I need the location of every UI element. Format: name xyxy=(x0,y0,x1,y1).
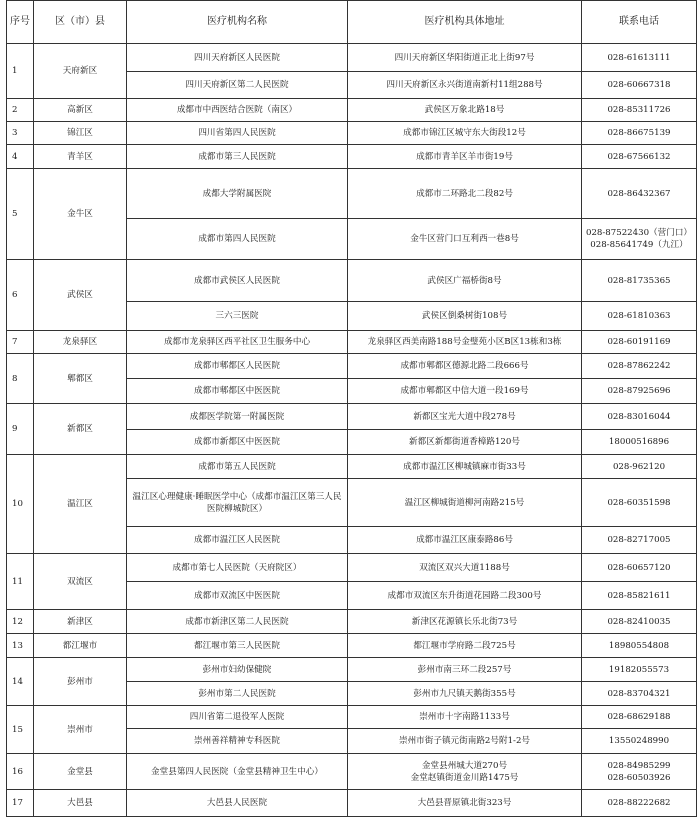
header-phone: 联系电话 xyxy=(582,1,697,44)
header-no: 序号 xyxy=(7,1,34,44)
phone-number: 028-87522430（营门口） xyxy=(585,228,693,238)
district-cell: 崇州市 xyxy=(34,706,127,754)
phone-cell xyxy=(582,219,697,260)
phone-number: 028-86432367 xyxy=(607,188,671,199)
row-number: 14 xyxy=(7,658,34,706)
institution-name-cell: 彭州市第二人民医院 xyxy=(127,682,348,706)
address-cell: 双流区双兴大道1188号 xyxy=(348,554,582,582)
row-number: 7 xyxy=(7,331,34,354)
phone-number: 18980554808 xyxy=(608,640,670,651)
institution-name-cell: 四川天府新区第二人民医院 xyxy=(127,72,348,99)
header-row xyxy=(7,1,697,44)
address-cell: 武侯区倒桑树街108号 xyxy=(348,302,582,331)
phone-number: 028-60191169 xyxy=(607,337,671,347)
table-row xyxy=(7,610,697,634)
phone-cell xyxy=(582,260,697,302)
phone-cell xyxy=(582,169,697,219)
phone-cell xyxy=(582,729,697,754)
row-number: 2 xyxy=(7,99,34,122)
phone-number: 028-82410035 xyxy=(607,616,671,627)
row-number: 17 xyxy=(7,790,34,817)
phone-number: 18000516896 xyxy=(608,437,670,447)
institution-name-cell: 成都市温江区人民医院 xyxy=(127,527,348,554)
phone-number: 028-83016044 xyxy=(607,411,671,422)
phone-number: 028-86675139 xyxy=(607,128,671,138)
address-cell: 四川天府新区华阳街道正北上街97号 xyxy=(348,44,582,72)
district-cell: 新都区 xyxy=(34,404,127,455)
hospital-table xyxy=(6,0,697,817)
phone-number: 028-60503926 xyxy=(607,772,671,783)
table-row xyxy=(7,658,697,682)
phone-number: 028-962120 xyxy=(612,461,666,472)
phone-cell xyxy=(582,610,697,634)
institution-name-cell: 成都市中西医结合医院（南区） xyxy=(127,99,348,122)
phone-cell xyxy=(582,658,697,682)
row-number: 11 xyxy=(7,554,34,610)
institution-name-cell: 成都市武侯区人民医院 xyxy=(127,260,348,302)
institution-name-cell: 四川省第二退役军人医院 xyxy=(127,706,348,729)
phone-cell xyxy=(582,582,697,610)
district-cell: 彭州市 xyxy=(34,658,127,706)
district-cell: 锦江区 xyxy=(34,122,127,145)
address-cell: 成都市温江区康泰路86号 xyxy=(348,527,582,554)
phone-number: 028-85641749（九江） xyxy=(590,240,688,250)
phone-number: 13550248990 xyxy=(608,736,670,746)
address-line: 金堂县州城大道270号 xyxy=(421,760,508,771)
phone-number: 028-85311726 xyxy=(607,105,671,115)
phone-cell xyxy=(582,455,697,479)
row-number: 10 xyxy=(7,455,34,554)
phone-number: 028-83704321 xyxy=(607,688,671,699)
district-cell: 青羊区 xyxy=(34,145,127,169)
phone-cell xyxy=(582,99,697,122)
table-body xyxy=(7,44,697,817)
phone-number: 028-87925696 xyxy=(607,386,671,396)
row-number: 4 xyxy=(7,145,34,169)
table-row xyxy=(7,260,697,302)
phone-number: 028-60351598 xyxy=(607,497,671,508)
institution-name-cell: 温江区心理健康·睡眠医学中心（成都市温江区第三人民医院柳城院区） xyxy=(127,479,348,527)
district-cell: 天府新区 xyxy=(34,44,127,99)
phone-cell xyxy=(582,145,697,169)
district-cell: 金牛区 xyxy=(34,169,127,260)
phone-cell xyxy=(582,379,697,404)
address-cell: 新都区宝光大道中段278号 xyxy=(348,404,582,430)
district-cell: 龙泉驿区 xyxy=(34,331,127,354)
institution-name-cell: 成都市第四人民医院 xyxy=(127,219,348,260)
table-row xyxy=(7,634,697,658)
phone-cell xyxy=(582,302,697,331)
phone-number: 028-60657120 xyxy=(607,562,671,573)
district-cell: 金堂县 xyxy=(34,754,127,790)
header-name: 医疗机构名称 xyxy=(127,1,348,44)
row-number: 1 xyxy=(7,44,34,99)
phone-cell xyxy=(582,44,697,72)
address-cell: 彭州市南三环二段257号 xyxy=(348,658,582,682)
phone-cell xyxy=(582,122,697,145)
address-cell: 崇州市街子镇元街南路2号附1-2号 xyxy=(348,729,582,754)
institution-name-cell: 成都市第七人民医院（天府院区） xyxy=(127,554,348,582)
institution-name-cell: 四川省第四人民医院 xyxy=(127,122,348,145)
row-number: 6 xyxy=(7,260,34,331)
table-row xyxy=(7,404,697,430)
institution-name-cell: 成都医学院第一附属医院 xyxy=(127,404,348,430)
phone-cell xyxy=(582,404,697,430)
address-cell: 成都市郫都区中信大道一段169号 xyxy=(348,379,582,404)
phone-cell xyxy=(582,682,697,706)
phone-cell xyxy=(582,790,697,817)
table-row xyxy=(7,44,697,72)
address-cell: 龙泉驿区西美南路188号金璧苑小区B区13栋和3栋 xyxy=(348,331,582,354)
district-cell: 郫都区 xyxy=(34,354,127,404)
district-cell: 新津区 xyxy=(34,610,127,634)
institution-name-cell: 都江堰市第三人民医院 xyxy=(127,634,348,658)
phone-cell xyxy=(582,634,697,658)
institution-name-cell: 四川天府新区人民医院 xyxy=(127,44,348,72)
address-cell: 都江堰市学府路二段725号 xyxy=(348,634,582,658)
address-cell: 温江区柳城街道柳河南路215号 xyxy=(348,479,582,527)
institution-name-cell: 三六三医院 xyxy=(127,302,348,331)
table-row xyxy=(7,706,697,729)
phone-number: 028-67566132 xyxy=(607,151,671,162)
institution-name-cell: 成都市第五人民医院 xyxy=(127,455,348,479)
address-line: 金堂赵镇街道金川路1475号 xyxy=(410,772,519,783)
phone-cell xyxy=(582,479,697,527)
table-row xyxy=(7,754,697,790)
institution-name-cell: 成都市双流区中医医院 xyxy=(127,582,348,610)
district-cell: 温江区 xyxy=(34,455,127,554)
row-number: 13 xyxy=(7,634,34,658)
phone-number: 028-60667318 xyxy=(607,80,671,90)
phone-cell xyxy=(582,554,697,582)
address-cell: 武侯区广福桥街8号 xyxy=(348,260,582,302)
district-cell: 高新区 xyxy=(34,99,127,122)
institution-name-cell: 成都市郫都区人民医院 xyxy=(127,354,348,379)
table-row xyxy=(7,145,697,169)
table-row xyxy=(7,790,697,817)
address-cell: 成都市锦江区城守东大街段12号 xyxy=(348,122,582,145)
table-row xyxy=(7,554,697,582)
table-row xyxy=(7,455,697,479)
address-cell: 金牛区营门口互利西一巷8号 xyxy=(348,219,582,260)
phone-cell xyxy=(582,354,697,379)
phone-cell xyxy=(582,72,697,99)
institution-name-cell: 成都市龙泉驿区西平社区卫生服务中心 xyxy=(127,331,348,354)
row-number: 8 xyxy=(7,354,34,404)
phone-number: 028-87862242 xyxy=(607,361,671,371)
phone-cell xyxy=(582,706,697,729)
institution-name-cell: 成都大学附属医院 xyxy=(127,169,348,219)
address-cell: 成都市温江区柳城镇麻市街33号 xyxy=(348,455,582,479)
district-cell: 武侯区 xyxy=(34,260,127,331)
row-number: 16 xyxy=(7,754,34,790)
phone-number: 028-88222682 xyxy=(607,798,671,808)
institution-name-cell: 彭州市妇幼保健院 xyxy=(127,658,348,682)
phone-cell xyxy=(582,527,697,554)
address-cell: 崇州市十字南路1133号 xyxy=(348,706,582,729)
table-row xyxy=(7,169,697,219)
address-cell: 成都市双流区东升街道花园路二段300号 xyxy=(348,582,582,610)
address-cell: 新都区新都街道香樟路120号 xyxy=(348,430,582,455)
header-address: 医疗机构具体地址 xyxy=(348,1,582,44)
district-cell: 双流区 xyxy=(34,554,127,610)
row-number: 15 xyxy=(7,706,34,754)
row-number: 9 xyxy=(7,404,34,455)
address-cell xyxy=(348,754,582,790)
institution-name-cell: 成都市第三人民医院 xyxy=(127,145,348,169)
phone-number: 028-68629188 xyxy=(607,712,671,722)
institution-name-cell: 成都市郫都区中医医院 xyxy=(127,379,348,404)
phone-number: 028-82717005 xyxy=(607,535,671,545)
phone-cell xyxy=(582,430,697,455)
institution-name-cell: 金堂县第四人民医院（金堂县精神卫生中心） xyxy=(127,754,348,790)
row-number: 12 xyxy=(7,610,34,634)
phone-number: 028-61810363 xyxy=(607,311,671,321)
row-number: 3 xyxy=(7,122,34,145)
address-cell: 新津区花源镇长乐北街73号 xyxy=(348,610,582,634)
address-cell: 成都市二环路北二段82号 xyxy=(348,169,582,219)
address-cell: 四川天府新区永兴街道南新村11组288号 xyxy=(348,72,582,99)
address-cell: 成都市青羊区羊市街19号 xyxy=(348,145,582,169)
header-district: 区（市）县 xyxy=(34,1,127,44)
address-cell: 大邑县晋原镇北街323号 xyxy=(348,790,582,817)
district-cell: 都江堰市 xyxy=(34,634,127,658)
district-cell: 大邑县 xyxy=(34,790,127,817)
address-cell: 彭州市九尺镇天鹅街355号 xyxy=(348,682,582,706)
institution-name-cell: 成都市新津区第二人民医院 xyxy=(127,610,348,634)
institution-name-cell: 崇州善祥精神专科医院 xyxy=(127,729,348,754)
row-number: 5 xyxy=(7,169,34,260)
phone-number: 028-81735365 xyxy=(607,275,671,286)
table-row xyxy=(7,122,697,145)
phone-number: 028-85821611 xyxy=(607,590,671,601)
address-cell: 成都市郫都区德源北路二段666号 xyxy=(348,354,582,379)
institution-name-cell: 大邑县人民医院 xyxy=(127,790,348,817)
phone-number: 028-61613111 xyxy=(607,52,671,63)
phone-cell xyxy=(582,754,697,790)
institution-name-cell: 成都市新都区中医医院 xyxy=(127,430,348,455)
table-row xyxy=(7,354,697,379)
phone-number: 028-84985299 xyxy=(607,760,671,771)
table-row xyxy=(7,99,697,122)
phone-cell xyxy=(582,331,697,354)
phone-number: 19182055573 xyxy=(608,664,670,675)
table-row xyxy=(7,331,697,354)
address-cell: 武侯区万象北路18号 xyxy=(348,99,582,122)
